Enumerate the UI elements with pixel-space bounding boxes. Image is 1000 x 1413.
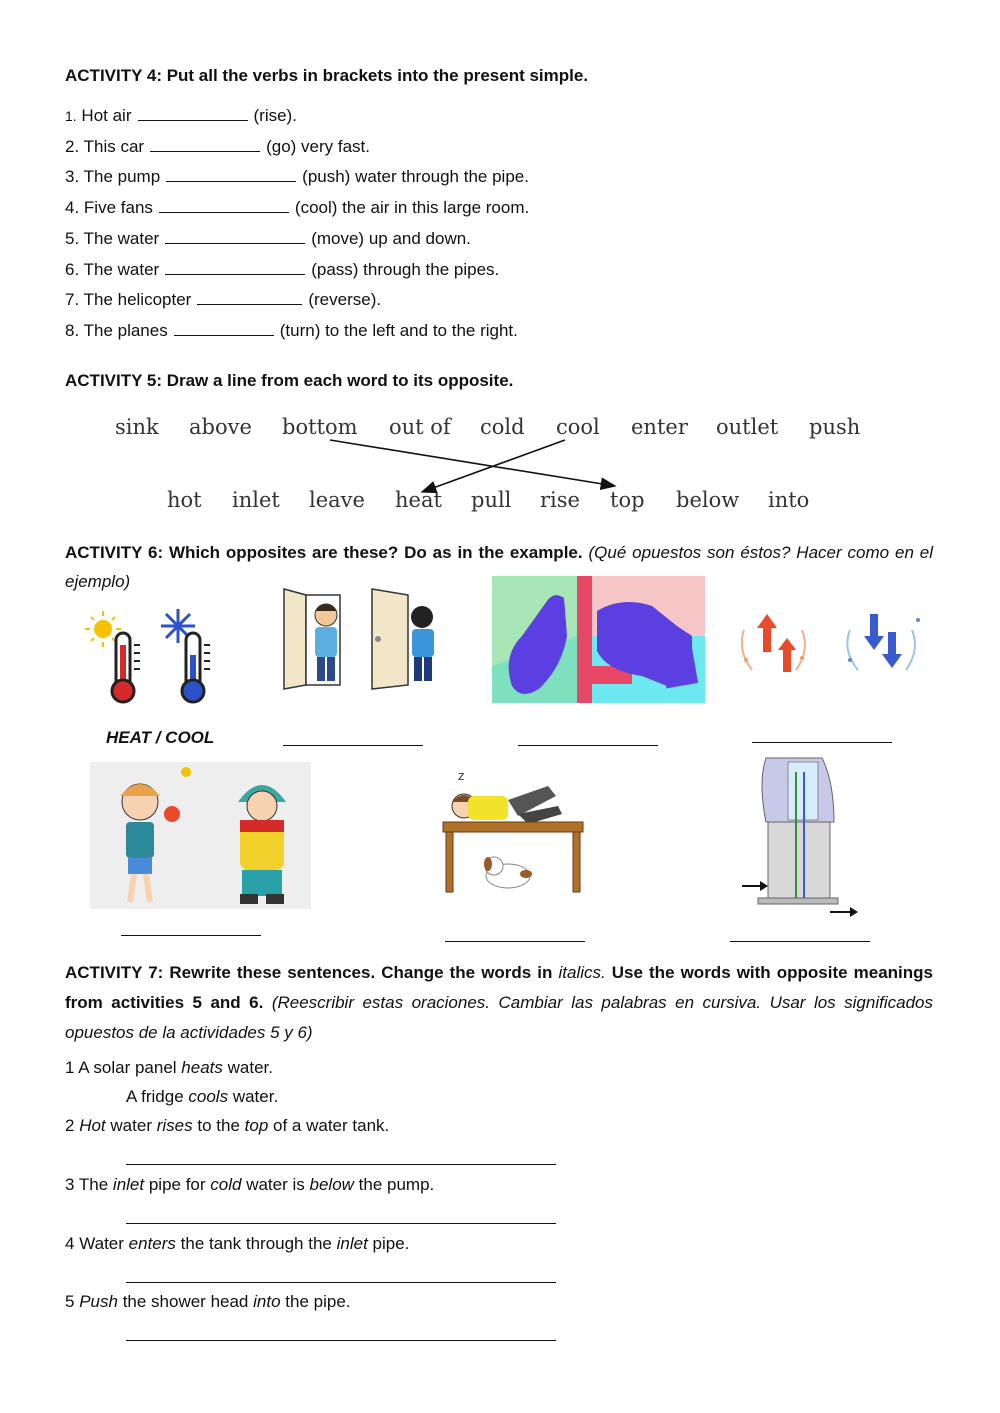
sentence-1: 1 A solar panel heats water. (65, 1058, 273, 1077)
item-subject: This car (83, 136, 145, 156)
word-heat[interactable]: heat (395, 488, 442, 512)
word-inlet[interactable]: inlet (232, 488, 280, 512)
item-verb-hint: (pass) through the pipes. (311, 259, 500, 279)
item-verb-hint: (move) up and down. (311, 228, 471, 248)
item-subject: The planes (83, 320, 168, 340)
door-leave-icon (372, 589, 434, 689)
item-subject: Hot air (81, 106, 132, 125)
item-number: 4. (65, 198, 80, 218)
activity-4-title: ACTIVITY 4: Put all the verbs in brackets into the present simple. (65, 66, 589, 85)
cold-thermometer-icon (182, 633, 210, 702)
word-into[interactable]: into (768, 488, 810, 512)
item-verb-hint: (cool) the air in this large room. (294, 198, 530, 218)
rise-sink-illustration (732, 600, 932, 690)
door-enter-icon (284, 589, 340, 689)
sentence-4: 4 Water enters the tank through the inlet pipe. (65, 1234, 410, 1253)
svg-text:z: z (458, 769, 465, 783)
activity-7-title (65, 958, 933, 1048)
item-number: 3. (65, 167, 80, 187)
thermometers-illustration (80, 605, 220, 705)
sentence-1-answer: A fridge cools water. (126, 1087, 279, 1106)
sentence-2: 2 Hot water rises to the top of a water tank. (65, 1116, 390, 1135)
item-verb-hint: (turn) to the left and to the right. (279, 320, 518, 340)
word-above[interactable]: above (189, 415, 252, 439)
sink-arrows-icon (847, 614, 920, 670)
sentence-3: 3 The inlet pipe for cold water is below the pump. (65, 1175, 435, 1194)
activity-7-title-part-2: Use the words with opposite meanings from activities 5 and 6. (65, 963, 933, 1012)
word-top[interactable]: top (610, 488, 645, 512)
rewrite-line-3[interactable] (126, 1223, 556, 1224)
item-subject: The helicopter (83, 290, 192, 310)
word-cold[interactable]: cold (480, 415, 525, 439)
item-verb-hint: (reverse). (308, 290, 382, 310)
answer-line-2[interactable] (283, 745, 423, 746)
word-cool[interactable]: cool (556, 415, 600, 439)
above-below-illustration (438, 766, 588, 896)
answer-line-5[interactable] (121, 935, 261, 936)
rewrite-line-4[interactable] (126, 1282, 556, 1283)
item-subject: The pump (83, 167, 161, 187)
item-number: 7. (65, 290, 80, 310)
item-number: 2. (65, 136, 80, 156)
rewrite-line-5[interactable] (126, 1340, 556, 1341)
item-number: 8. (65, 320, 80, 340)
word-out-of[interactable]: out of (389, 415, 451, 439)
activity-5-title: ACTIVITY 5: Draw a line from each word to its opposite. (65, 371, 514, 390)
inlet-outlet-illustration (738, 752, 863, 922)
doors-illustration (280, 585, 450, 693)
activity-6-title-bold: ACTIVITY 6: Which opposites are these? Do as in the example. (65, 543, 583, 562)
word-below[interactable]: below (676, 488, 740, 512)
item-subject: The water (83, 259, 160, 279)
answer-line-3[interactable] (518, 745, 658, 746)
rewrite-line-2[interactable] (126, 1164, 556, 1165)
item-verb-hint: (go) very fast. (266, 136, 370, 156)
example-answer: HEAT / COOL (106, 728, 215, 747)
item-verb-hint: (rise). (253, 106, 297, 125)
activity-7-title-spanish: (Reescribir estas oraciones. Cambiar las palabras en cursiva. Usar los significados opuestos de la actividades 5 y 6) (65, 993, 933, 1042)
line-cool-to-heat (422, 440, 565, 492)
matching-lines (0, 0, 1000, 560)
line-bottom-to-top (330, 440, 615, 486)
activity-6-title-italic: (Qué opuestos son éstos? Hacer como en el ejemplo) (65, 543, 934, 591)
rise-arrows-icon (742, 614, 805, 672)
sleeping-man-icon (452, 786, 562, 824)
activity-7-title-italics-word: italics. (558, 963, 606, 982)
hot-cold-kids-illustration (90, 762, 311, 909)
item-number: 1. (65, 108, 77, 124)
push-pull-illustration (492, 576, 705, 703)
sentence-5: 5 Push the shower head into the pipe. (65, 1292, 351, 1311)
activity-7-title-part-1: ACTIVITY 7: Rewrite these sentences. Change the words in (65, 963, 553, 982)
item-subject: Five fans (83, 198, 153, 218)
word-hot[interactable]: hot (167, 488, 202, 512)
item-verb-hint: (push) water through the pipe. (302, 167, 529, 187)
word-push[interactable]: push (809, 415, 861, 439)
word-sink[interactable]: sink (115, 415, 159, 439)
word-leave[interactable]: leave (309, 488, 365, 512)
word-enter[interactable]: enter (631, 415, 688, 439)
answer-line-6[interactable] (445, 941, 585, 942)
hot-thermometer-icon (112, 633, 140, 702)
item-number: 5. (65, 228, 80, 248)
item-number: 6. (65, 259, 80, 279)
answer-line-7[interactable] (730, 941, 870, 942)
word-rise[interactable]: rise (540, 488, 580, 512)
word-bottom[interactable]: bottom (282, 415, 358, 439)
item-subject: The water (83, 228, 160, 248)
inlet-arrow-icon (742, 881, 768, 891)
word-outlet[interactable]: outlet (716, 415, 779, 439)
answer-line-4[interactable] (752, 742, 892, 743)
outlet-arrow-icon (830, 907, 858, 917)
dog-icon (484, 857, 532, 888)
word-pull[interactable]: pull (471, 488, 512, 512)
